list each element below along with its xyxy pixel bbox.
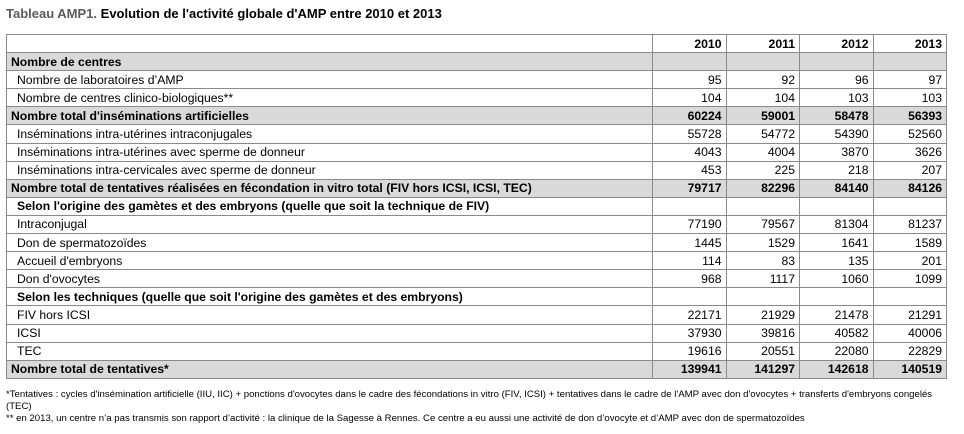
year-header-2011: 2011 xyxy=(726,35,800,53)
value-cell-2013: 84126 xyxy=(873,179,947,197)
table-row xyxy=(7,89,947,107)
table-row xyxy=(7,161,947,179)
value-cell-2012: 81304 xyxy=(800,215,874,233)
row-label: Don de spermatozoïdes xyxy=(7,234,653,252)
value-cell-2013: 22829 xyxy=(873,342,947,360)
value-cell-2010: 4043 xyxy=(653,143,727,161)
value-cell-2011: 54772 xyxy=(726,125,800,143)
value-cell-2010: 22171 xyxy=(653,306,727,324)
value-cell-2013: 201 xyxy=(873,252,947,270)
table-title xyxy=(6,6,442,21)
table-row xyxy=(7,360,947,378)
row-label: Accueil d'embryons xyxy=(7,252,653,270)
value-cell-2011: 59001 xyxy=(726,107,800,125)
table-row xyxy=(7,143,947,161)
row-label: FIV hors ICSI xyxy=(7,306,653,324)
value-cell-2011 xyxy=(726,197,800,215)
row-label: Inséminations intra-utérines avec sperme de donneur xyxy=(7,143,653,161)
value-cell-2012: 58478 xyxy=(800,107,874,125)
value-cell-2013: 40006 xyxy=(873,324,947,342)
footnote-centre: ** en 2013, un centre n’a pas transmis son rapport d’activité : la clinique de la Sagesse à Rennes. Ce centre a eu aussi une activité de don d’ovocyte et d’AMP avec don de spermatozoïdes xyxy=(6,413,805,424)
row-label: Nombre de centres clinico-biologiques** xyxy=(7,89,653,107)
value-cell-2013: 1589 xyxy=(873,234,947,252)
table-row xyxy=(7,342,947,360)
row-label: Nombre total d'inséminations artificielles xyxy=(7,107,653,125)
row-label: Selon les techniques (quelle que soit l'origine des gamètes et des embryons) xyxy=(7,288,653,306)
value-cell-2010: 19616 xyxy=(653,342,727,360)
value-cell-2013: 56393 xyxy=(873,107,947,125)
row-label: Nombre de centres xyxy=(7,53,653,71)
value-cell-2010: 968 xyxy=(653,270,727,288)
row-label: Nombre total de tentatives* xyxy=(7,360,653,378)
value-cell-2013 xyxy=(873,197,947,215)
table-row xyxy=(7,324,947,342)
table-title-prefix: Tableau AMP1. xyxy=(6,6,98,21)
value-cell-2013 xyxy=(873,53,947,71)
value-cell-2013: 1099 xyxy=(873,270,947,288)
year-header-2010: 2010 xyxy=(653,35,727,53)
value-cell-2013: 21291 xyxy=(873,306,947,324)
table-row xyxy=(7,125,947,143)
table-row xyxy=(7,179,947,197)
value-cell-2011: 79567 xyxy=(726,215,800,233)
value-cell-2011: 39816 xyxy=(726,324,800,342)
row-label: Nombre de laboratoires d’AMP xyxy=(7,71,653,89)
value-cell-2011: 92 xyxy=(726,71,800,89)
value-cell-2011: 104 xyxy=(726,89,800,107)
year-header-2012: 2012 xyxy=(800,35,874,53)
value-cell-2011: 21929 xyxy=(726,306,800,324)
table-row xyxy=(7,215,947,233)
table-row xyxy=(7,53,947,71)
header-row xyxy=(7,35,947,53)
year-header-2013: 2013 xyxy=(873,35,947,53)
value-cell-2012 xyxy=(800,197,874,215)
value-cell-2010: 37930 xyxy=(653,324,727,342)
row-label: Inséminations intra-cervicales avec sperme de donneur xyxy=(7,161,653,179)
value-cell-2012 xyxy=(800,288,874,306)
value-cell-2012: 21478 xyxy=(800,306,874,324)
value-cell-2012: 218 xyxy=(800,161,874,179)
value-cell-2013: 140519 xyxy=(873,360,947,378)
value-cell-2013: 3626 xyxy=(873,143,947,161)
table-row xyxy=(7,71,947,89)
value-cell-2012: 142618 xyxy=(800,360,874,378)
value-cell-2010: 55728 xyxy=(653,125,727,143)
value-cell-2013: 81237 xyxy=(873,215,947,233)
value-cell-2011: 4004 xyxy=(726,143,800,161)
value-cell-2011: 141297 xyxy=(726,360,800,378)
header-corner-cell xyxy=(7,35,653,53)
value-cell-2010 xyxy=(653,288,727,306)
value-cell-2011: 83 xyxy=(726,252,800,270)
value-cell-2012: 1641 xyxy=(800,234,874,252)
row-label: Intraconjugal xyxy=(7,215,653,233)
table-row xyxy=(7,107,947,125)
value-cell-2010: 60224 xyxy=(653,107,727,125)
row-label: Nombre total de tentatives réalisées en fécondation in vitro total (FIV hors ICSI, ICSI, TEC) xyxy=(7,179,653,197)
row-label: Selon l'origine des gamètes et des embryons (quelle que soit la technique de FIV) xyxy=(7,197,653,215)
value-cell-2012: 22080 xyxy=(800,342,874,360)
value-cell-2011: 1117 xyxy=(726,270,800,288)
row-label: Inséminations intra-utérines intraconjugales xyxy=(7,125,653,143)
value-cell-2010: 453 xyxy=(653,161,727,179)
footnotes xyxy=(6,389,946,425)
table-title-text: Evolution de l'activité globale d'AMP entre 2010 et 2013 xyxy=(97,6,442,21)
table-row xyxy=(7,306,947,324)
value-cell-2013: 207 xyxy=(873,161,947,179)
value-cell-2012: 54390 xyxy=(800,125,874,143)
value-cell-2012: 1060 xyxy=(800,270,874,288)
table-row xyxy=(7,288,947,306)
value-cell-2011: 225 xyxy=(726,161,800,179)
value-cell-2012 xyxy=(800,53,874,71)
value-cell-2010: 1445 xyxy=(653,234,727,252)
value-cell-2011: 20551 xyxy=(726,342,800,360)
value-cell-2013: 103 xyxy=(873,89,947,107)
value-cell-2010: 139941 xyxy=(653,360,727,378)
value-cell-2010: 95 xyxy=(653,71,727,89)
value-cell-2011: 82296 xyxy=(726,179,800,197)
value-cell-2012: 135 xyxy=(800,252,874,270)
table-row xyxy=(7,197,947,215)
value-cell-2011 xyxy=(726,288,800,306)
value-cell-2010 xyxy=(653,197,727,215)
table-row xyxy=(7,234,947,252)
value-cell-2010: 104 xyxy=(653,89,727,107)
value-cell-2013: 97 xyxy=(873,71,947,89)
table-row xyxy=(7,270,947,288)
value-cell-2012: 84140 xyxy=(800,179,874,197)
value-cell-2012: 3870 xyxy=(800,143,874,161)
value-cell-2013 xyxy=(873,288,947,306)
value-cell-2010: 79717 xyxy=(653,179,727,197)
value-cell-2011 xyxy=(726,53,800,71)
value-cell-2012: 103 xyxy=(800,89,874,107)
table-row xyxy=(7,252,947,270)
footnote-tentatives: *Tentatives : cycles d'insémination artificielle (IIU, IIC) + ponctions d'ovocytes dans le cadre des fécondations in vitro (FIV, ICSI) + tentatives dans le cadre de l'AMP avec don d'ovocytes + transferts d'embryons congelés (TEC) xyxy=(6,389,933,412)
value-cell-2013: 52560 xyxy=(873,125,947,143)
value-cell-2012: 96 xyxy=(800,71,874,89)
value-cell-2010: 77190 xyxy=(653,215,727,233)
value-cell-2010: 114 xyxy=(653,252,727,270)
value-cell-2010 xyxy=(653,53,727,71)
value-cell-2011: 1529 xyxy=(726,234,800,252)
amp-activity-table xyxy=(6,34,947,379)
row-label: ICSI xyxy=(7,324,653,342)
row-label: TEC xyxy=(7,342,653,360)
row-label: Don d'ovocytes xyxy=(7,270,653,288)
value-cell-2012: 40582 xyxy=(800,324,874,342)
table-body xyxy=(7,53,947,379)
